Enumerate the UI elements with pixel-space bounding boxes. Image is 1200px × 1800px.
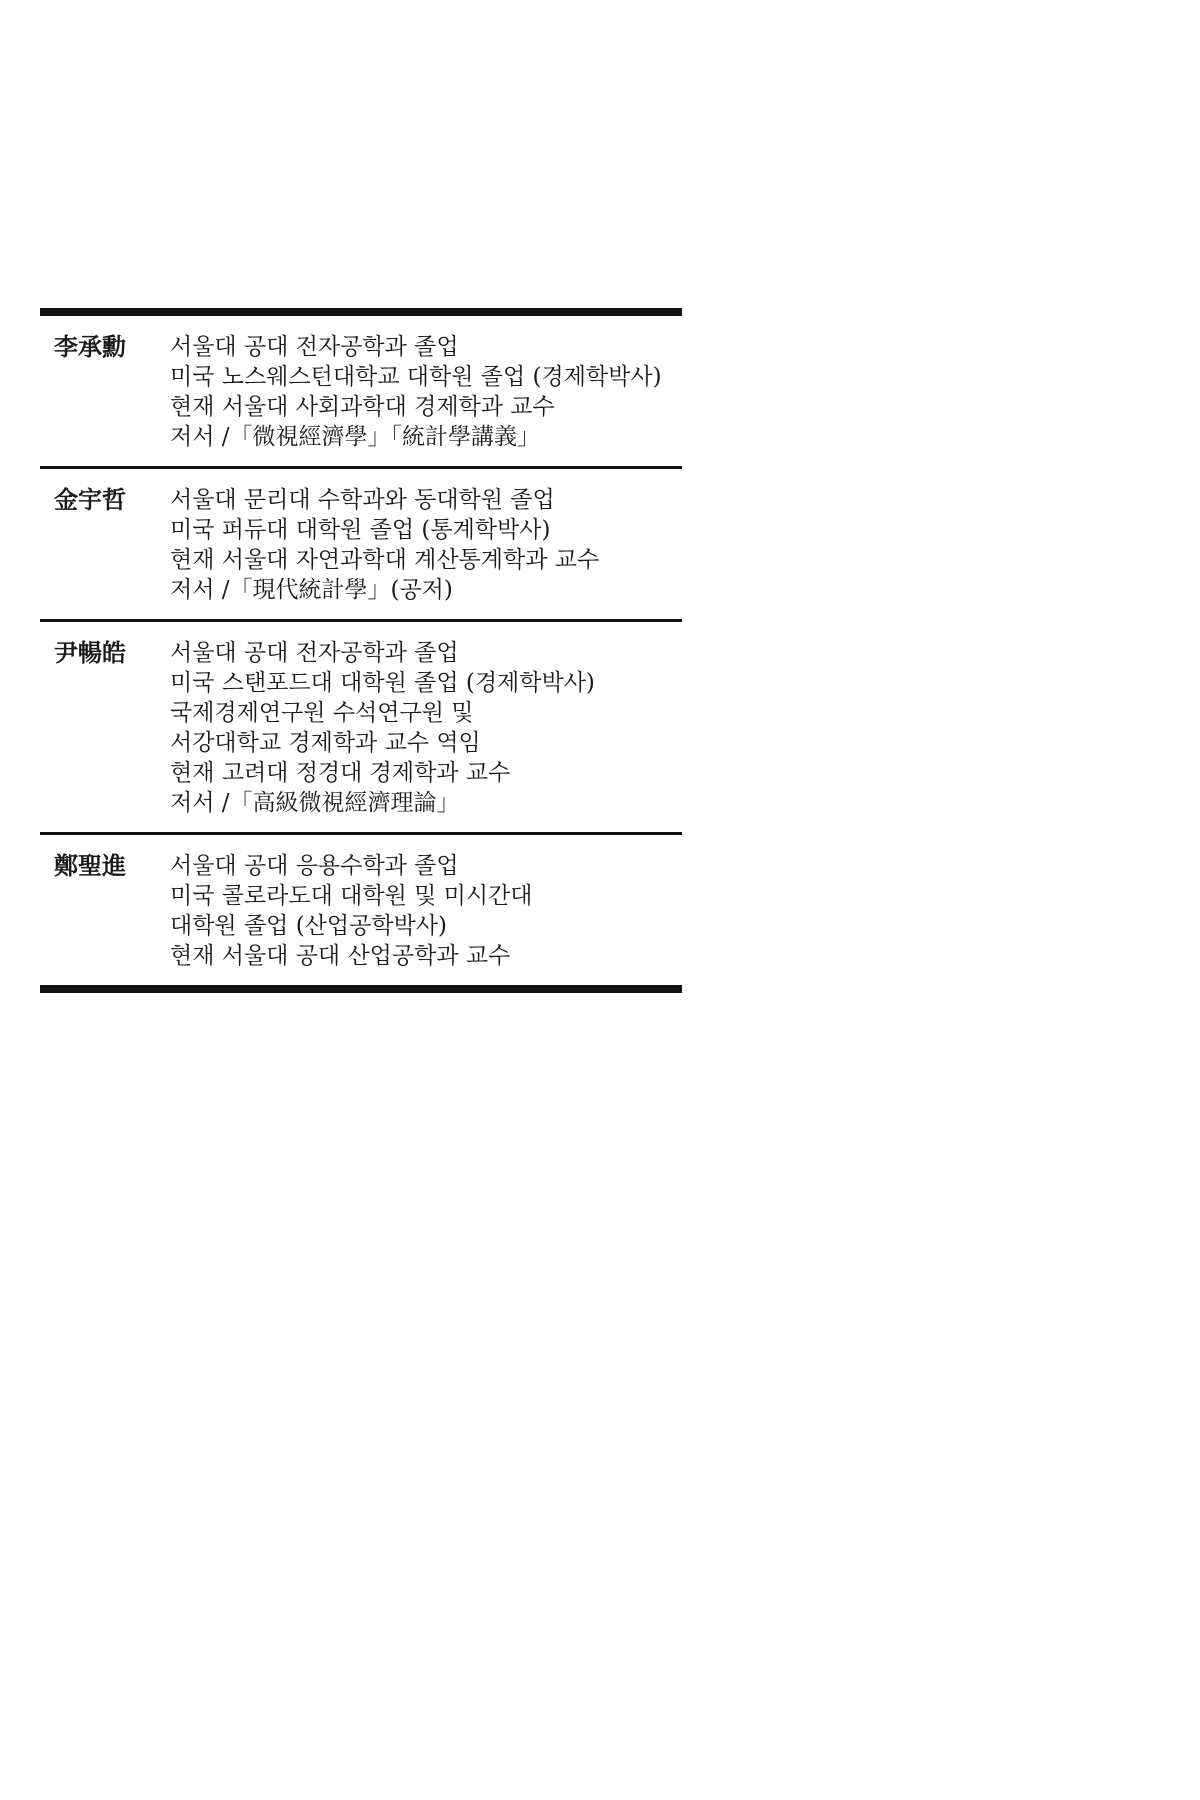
author-name: 鄭聖進 <box>54 851 126 880</box>
author-name: 金宇哲 <box>54 485 126 514</box>
bio-line: 현재 고려대 정경대 경제학과 교수 <box>170 760 511 786</box>
bio-line: 저서 /「微視經濟學」「統計學講義」 <box>170 424 540 450</box>
bottom-rule <box>40 985 682 993</box>
bio-line: 서울대 문리대 수학과와 동대학원 졸업 <box>170 487 555 513</box>
author-bio <box>166 485 682 605</box>
bio-line: 미국 퍼듀대 대학원 졸업 (통계학박사) <box>170 517 551 543</box>
author-name: 尹暢皓 <box>54 638 126 667</box>
top-rule <box>40 308 682 316</box>
author-entry <box>40 622 682 832</box>
bio-line: 대학원 졸업 (산업공학박사) <box>170 913 447 939</box>
bio-line: 국제경제연구원 수석연구원 및 <box>170 700 474 726</box>
bio-line: 서울대 공대 전자공학과 졸업 <box>170 334 459 360</box>
bio-line: 저서 /「高級微視經濟理論」 <box>170 790 460 816</box>
author-bio <box>166 851 682 971</box>
bio-line: 현재 서울대 자연과학대 계산통계학과 교수 <box>170 547 600 573</box>
author-bio <box>166 332 682 452</box>
bio-line: 저서 /「現代統計學」(공저) <box>170 577 453 603</box>
bio-line: 현재 서울대 공대 산업공학과 교수 <box>170 943 511 969</box>
bio-line: 미국 스탠포드대 대학원 졸업 (경제학박사) <box>170 670 595 696</box>
author-bio <box>166 638 682 818</box>
bio-line: 서울대 공대 응용수학과 졸업 <box>170 853 459 879</box>
author-entry <box>40 316 682 466</box>
bio-line: 서울대 공대 전자공학과 졸업 <box>170 640 459 666</box>
bio-line: 서강대학교 경제학과 교수 역임 <box>170 730 481 756</box>
author-entry <box>40 835 682 985</box>
author-biography-table <box>40 308 682 993</box>
author-entry <box>40 469 682 619</box>
bio-line: 미국 노스웨스턴대학교 대학원 졸업 (경제학박사) <box>170 364 662 390</box>
bio-line: 현재 서울대 사회과학대 경제학과 교수 <box>170 394 555 420</box>
author-name: 李承勳 <box>54 332 126 361</box>
bio-line: 미국 콜로라도대 대학원 및 미시간대 <box>170 883 533 909</box>
